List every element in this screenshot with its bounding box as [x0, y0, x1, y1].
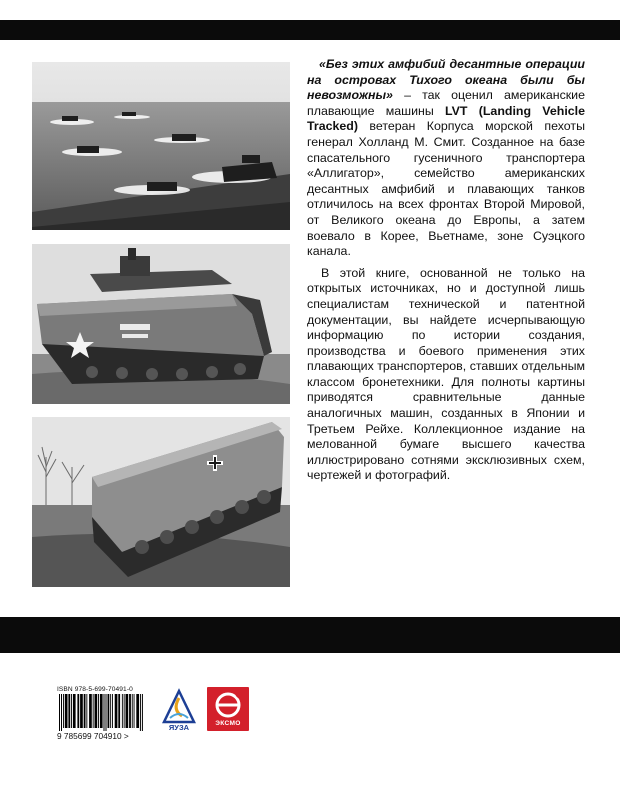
blurb-p1-part-a: – так оценил американские плавающие машины	[307, 88, 585, 118]
eksmo-label: ЭКСМО	[215, 720, 241, 727]
german-amphibian-photo	[32, 417, 290, 587]
top-black-band	[0, 20, 620, 40]
barcode-icon	[57, 694, 157, 736]
bottom-black-band	[0, 617, 620, 653]
lvt-name: LVT (Landing Vehicle Tracked)	[307, 103, 585, 134]
blurb-paragraph-2: В этой книге, основанной не только на открытых источниках, но и доступной лишь специалистам технической и патентной документации, вы найдете исчерпывающую информацию по истории создания, производства и боевого применения этих плавающих транспортеров, ставших отдельным классом бронетехники. Для полноты картины приводятся сравнительные данные аналогичных машин, созданных в Японии и Третьем Рейхе. Коллекционное издание на мелованной бумаге высшего качества иллюстрировано сотнями эксклюзивных схем, чертежей и фотографий.	[307, 265, 585, 483]
yauza-label: ЯУЗА	[168, 723, 190, 732]
eksmo-logo	[207, 687, 249, 731]
blurb-text-column	[307, 57, 585, 490]
barcode-number: 9 785699 704910	[57, 731, 122, 741]
barcode-digits: 9 785699 704910 >	[57, 731, 161, 741]
yauza-logo	[160, 688, 198, 732]
general-quote: «Без этих амфибий десантные операции на островах Тихого океана были бы невозможны»	[307, 57, 585, 103]
amphibians-at-sea-photo	[32, 62, 290, 230]
blurb-paragraph-1	[307, 57, 585, 260]
blurb-p1-part-b: ветеран Корпуса морской пехоты генерал Холланд М. Смит. Созданное на базе спасательного гусеничного транспортера «Аллигатор», семейство американских десантных амфибий и плавающих танков отличилось на всех фронтах Второй Мировой, от Великого океана до Европы, а затем воевало в Корее, Вьетнаме, зоне Суэцкого канала.	[307, 119, 585, 259]
isbn-label: ISBN 978-5-699-70491-0	[57, 686, 133, 693]
lvt-vehicle-photo	[32, 244, 290, 404]
